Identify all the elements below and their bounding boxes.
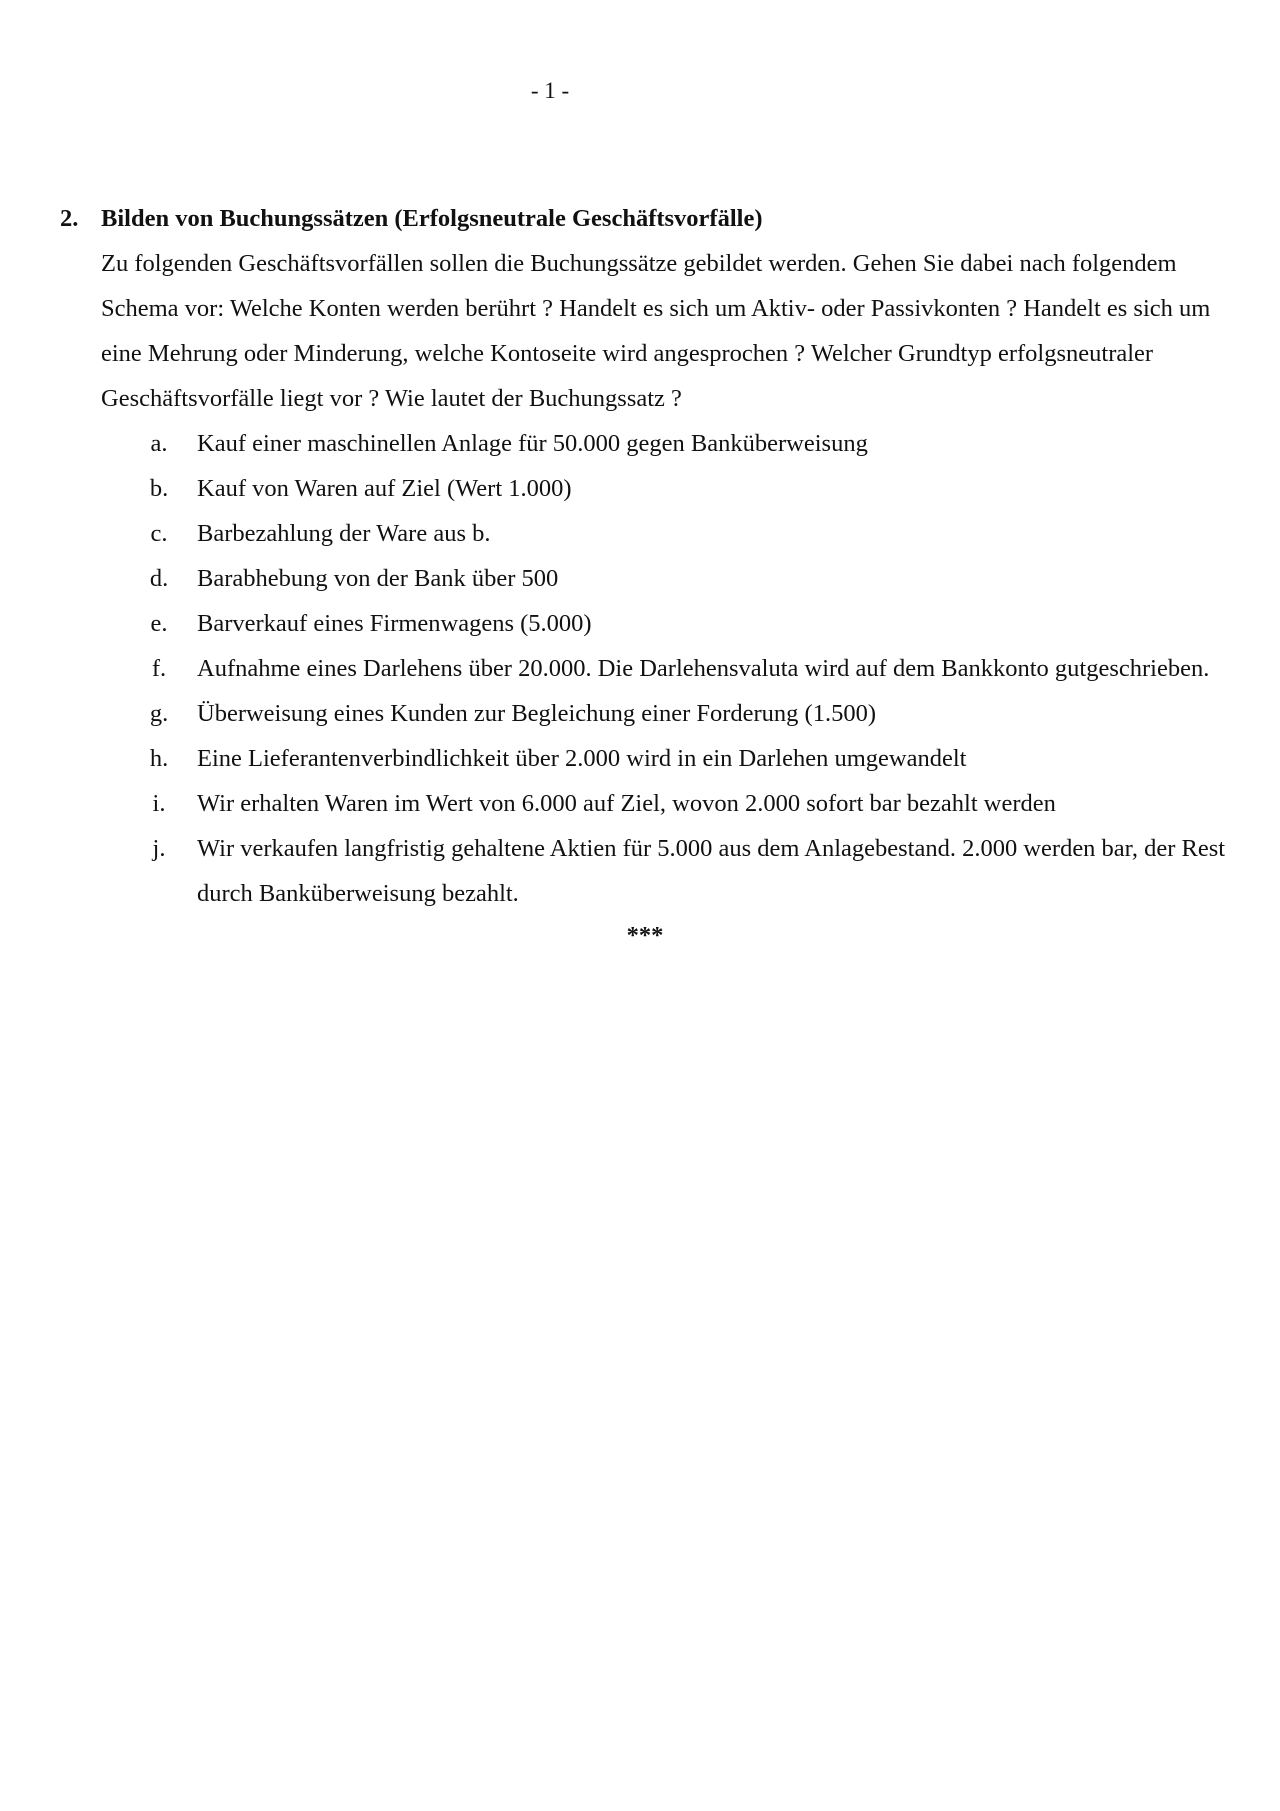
list-item-text: Wir erhalten Waren im Wert von 6.000 auf Ziel, wovon 2.000 sofort bar bezahlt werden <box>197 790 1056 817</box>
list-item <box>138 691 1240 736</box>
list-item <box>138 601 1240 646</box>
list-item-marker: d. <box>149 565 169 592</box>
list-item <box>138 781 1240 826</box>
list-item-text: Kauf von Waren auf Ziel (Wert 1.000) <box>197 475 572 502</box>
list-item <box>138 646 1240 691</box>
list-item-text: Barverkauf eines Firmenwagens (5.000) <box>197 610 592 637</box>
section-title: Bilden von Buchungssätzen (Erfolgsneutrale Geschäftsvorfälle) <box>101 205 763 232</box>
page-number: - 1 - <box>530 78 570 103</box>
list-item-marker: i. <box>152 790 166 817</box>
list-item-text: Eine Lieferantenverbindlichkeit über 2.000 wird in ein Darlehen umgewandelt <box>197 745 967 772</box>
list-item-text: Barabhebung von der Bank über 500 <box>197 565 559 592</box>
list-item-marker: f. <box>151 655 167 682</box>
transaction-list <box>138 421 1240 916</box>
list-item-marker: g. <box>149 700 169 727</box>
exercise-section <box>60 196 1240 956</box>
list-item <box>138 466 1240 511</box>
list-item-marker: a. <box>150 430 168 457</box>
section-intro: Zu folgenden Geschäftsvorfällen sollen die Buchungssätze gebildet werden. Gehen Sie dabei nach folgendem Schema vor: Welche Konten werden berührt ? Handelt es sich um Aktiv- oder Passivkonten ? Handelt es sich um eine Mehrung oder Minderung, welche Kontoseite wird angesprochen ? Welcher Grundtyp erfolgsneutraler Geschäftsvorfälle liegt vor ? Wie lautet der Buchungssatz ? <box>101 250 1211 412</box>
list-item-marker: h. <box>149 745 169 772</box>
list-item-text: Barbezahlung der Ware aus b. <box>197 520 491 547</box>
list-item-text: Kauf einer maschinellen Anlage für 50.000 gegen Banküberweisung <box>197 430 868 457</box>
end-mark: *** <box>626 922 664 949</box>
list-item-marker: b. <box>149 475 169 502</box>
section-number: 2. <box>60 205 79 232</box>
list-item-marker: c. <box>150 520 168 547</box>
section-heading <box>60 196 1240 241</box>
list-item-marker: j. <box>152 835 166 862</box>
list-item-text: Aufnahme eines Darlehens über 20.000. Die Darlehensvaluta wird auf dem Bankkonto gutgeschrieben. <box>197 655 1210 682</box>
list-item <box>138 421 1240 466</box>
list-item <box>138 556 1240 601</box>
list-item-text: Überweisung eines Kunden zur Begleichung einer Forderung (1.500) <box>197 700 877 727</box>
list-item-text: Wir verkaufen langfristig gehaltene Aktien für 5.000 aus dem Anlagebestand. 2.000 werden bar, der Rest durch Banküberweisung bezahlt. <box>197 835 1226 907</box>
list-item <box>138 826 1240 916</box>
list-item <box>138 736 1240 781</box>
list-item <box>138 511 1240 556</box>
list-item-marker: e. <box>150 610 168 637</box>
